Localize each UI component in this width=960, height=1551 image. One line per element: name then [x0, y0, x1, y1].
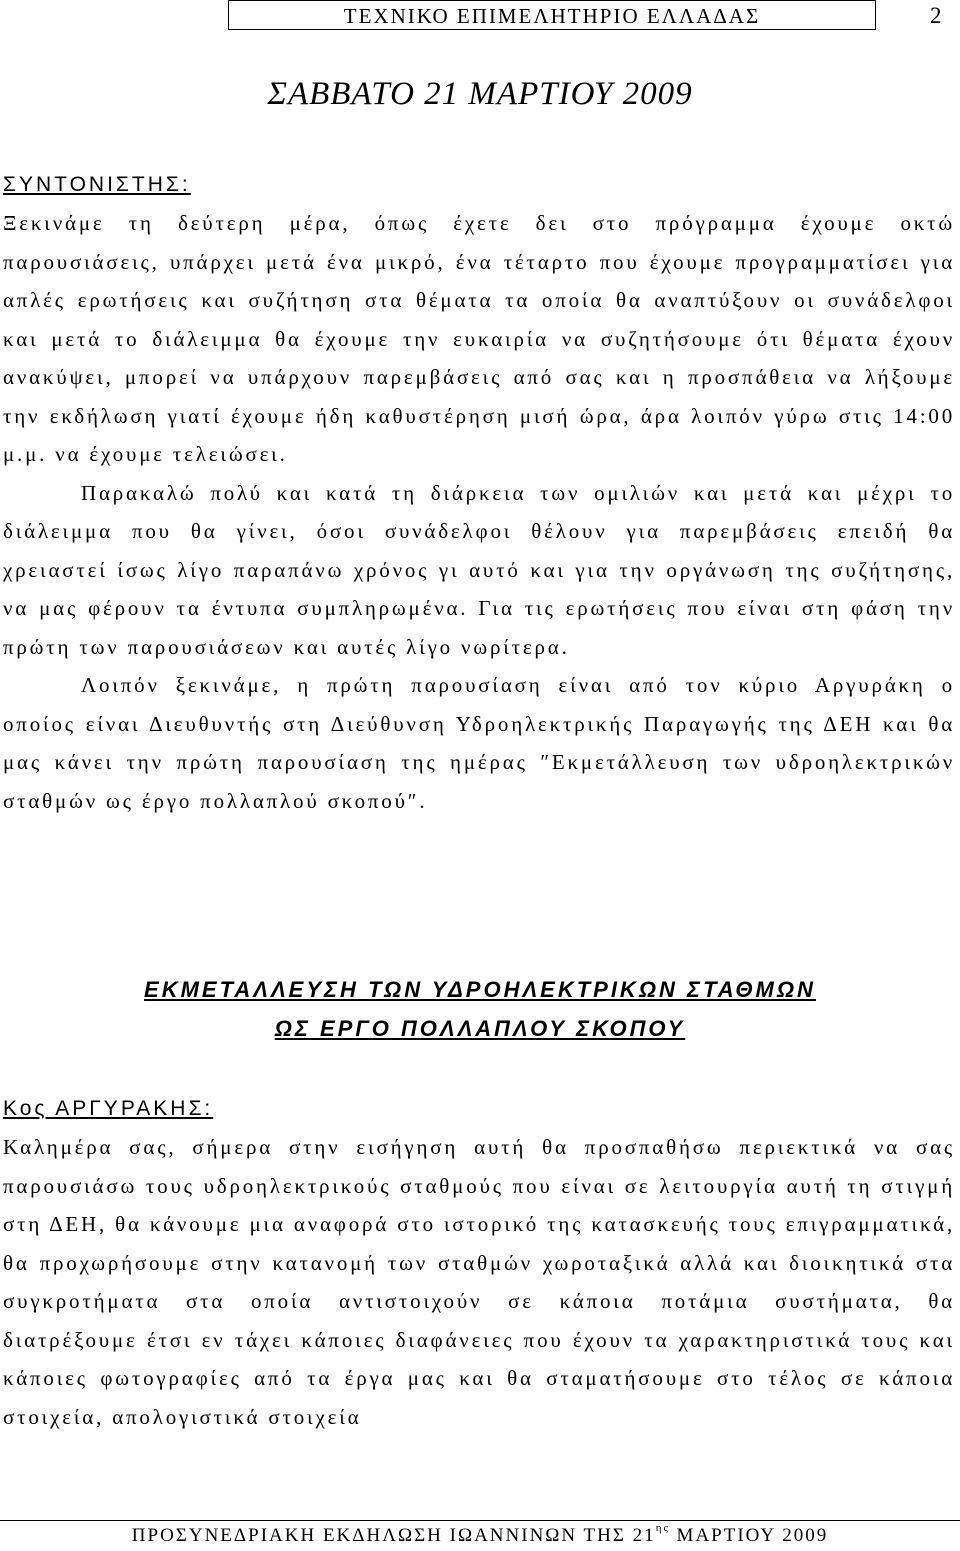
paragraph: Λοιπόν ξεκινάμε, η πρώτη παρουσίαση είναι από τον κύριο Αργυράκη ο οποίος είναι Διευθυντής στη Διεύθυνση Υδροηλεκτρικής Παραγωγής της ΔΕΗ και θα μας κάνει την πρώτη παρουσίαση της ημέρας ″Εκμετάλλευση των υδροηλεκτρικών σταθμών ως έργο πολλαπλού σκοπού″. — [3, 673, 955, 813]
header-title: ΤΕΧΝΙΚΟ ΕΠΙΜΕΛΗΤΗΡΙΟ ΕΛΛΑΔΑΣ — [343, 4, 761, 28]
topic-title-line-2: ΩΣ ΕΡΓΟ ΠΟΛΛΑΠΛΟΥ ΣΚΟΠΟΥ — [274, 1016, 686, 1041]
coordinator-section — [3, 166, 955, 820]
footer-text-end: ΜΑΡΤΙΟΥ 2009 — [669, 1525, 829, 1546]
speaker-section — [3, 1090, 955, 1436]
footer-superscript: ης — [655, 1522, 670, 1534]
paragraph: Ξεκινάμε τη δεύτερη μέρα, όπως έχετε δει στο πρόγραμμα έχουμε οκτώ παρουσιάσεις, υπάρχει μετά ένα μικρό, ένα τέταρτο που έχουμε προγραμματίσει για απλές ερωτήσεις και συζήτηση στα θέματα τα οποία θα αναπτύξουν οι συνάδελφοι και μετά το διάλειμμα θα έχουμε την ευκαιρία να συζητήσουμε ότι θέματα έχουν ανακύψει, μπορεί να υπάρχουν παρεμβάσεις από σας και η προσπάθεια να λήξουμε την εκδήλωση γιατί έχουμε ήδη καθυστέρηση μισή ώρα, άρα λοιπόν γύρω στις 14:00 μ.μ. να έχουμε τελειώσει. — [3, 211, 955, 466]
page-number: 2 — [930, 3, 942, 28]
paragraph: Παρακαλώ πολύ και κατά τη διάρκεια των ομιλιών και μετά και μέχρι το διάλειμμα που θα γίνει, όσοι συνάδελφοι θέλουν για παρεμβάσεις επειδή θα χρειαστεί ίσως λίγο παραπάνω χρόνος γι αυτό και για την οργάνωση της συζήτησης, να μας φέρουν τα έντυπα συμπληρωμένα. Για τις ερωτήσεις που είναι στη φάση την πρώτη των παρουσιάσεων και αυτές λίγο νωρίτερα. — [3, 480, 955, 659]
running-header — [228, 0, 876, 30]
date-title: ΣΑΒΒΑΤΟ 21 ΜΑΡΤΙΟΥ 2009 — [267, 76, 693, 112]
footer-text: ΠΡΟΣΥΝΕΔΡΙΑΚΗ ΕΚΔΗΛΩΣΗ ΙΩΑΝΝΙΝΩΝ ΤΗΣ 21 — [131, 1525, 656, 1546]
speaker-label: ΣΥΝΤΟΝΙΣΤΗΣ: — [3, 173, 191, 196]
paragraph: Καλημέρα σας, σήμερα στην εισήγηση αυτή θα προσπαθήσω περιεκτικά να σας παρουσιάσω τους υδροηλεκτρικούς σταθμούς που είναι σε λειτουργία αυτή τη στιγμή στη ΔΕΗ, θα κάνουμε μια αναφορά στο ιστορικό της κατασκευής τους επιγραμματικά, θα προχωρήσουμε στην κατανομή των σταθμών χωροταξικά αλλά και διοικητικά στα συγκροτήματα στα οποία αντιστοιχούν σε κάποια ποτάμια συστήματα, θα διατρέξουμε έτσι εν τάχει κάποιες διαφάνειες που έχουν τα χαρακτηριστικά τους και κάποιες φωτογραφίες από τα έργα μας και θα σταματήσουμε στο τέλος σε κάποια στοιχεία, απολογιστικά στοιχεία — [3, 1135, 955, 1429]
speaker-label: Κος ΑΡΓΥΡΑΚΗΣ: — [3, 1097, 214, 1120]
running-footer — [0, 1520, 960, 1546]
topic-title-line-1: ΕΚΜΕΤΑΛΛΕΥΣΗ ΤΩΝ ΥΔΡΟΗΛΕΚΤΡΙΚΩΝ ΣΤΑΘΜΩΝ — [144, 977, 816, 1002]
